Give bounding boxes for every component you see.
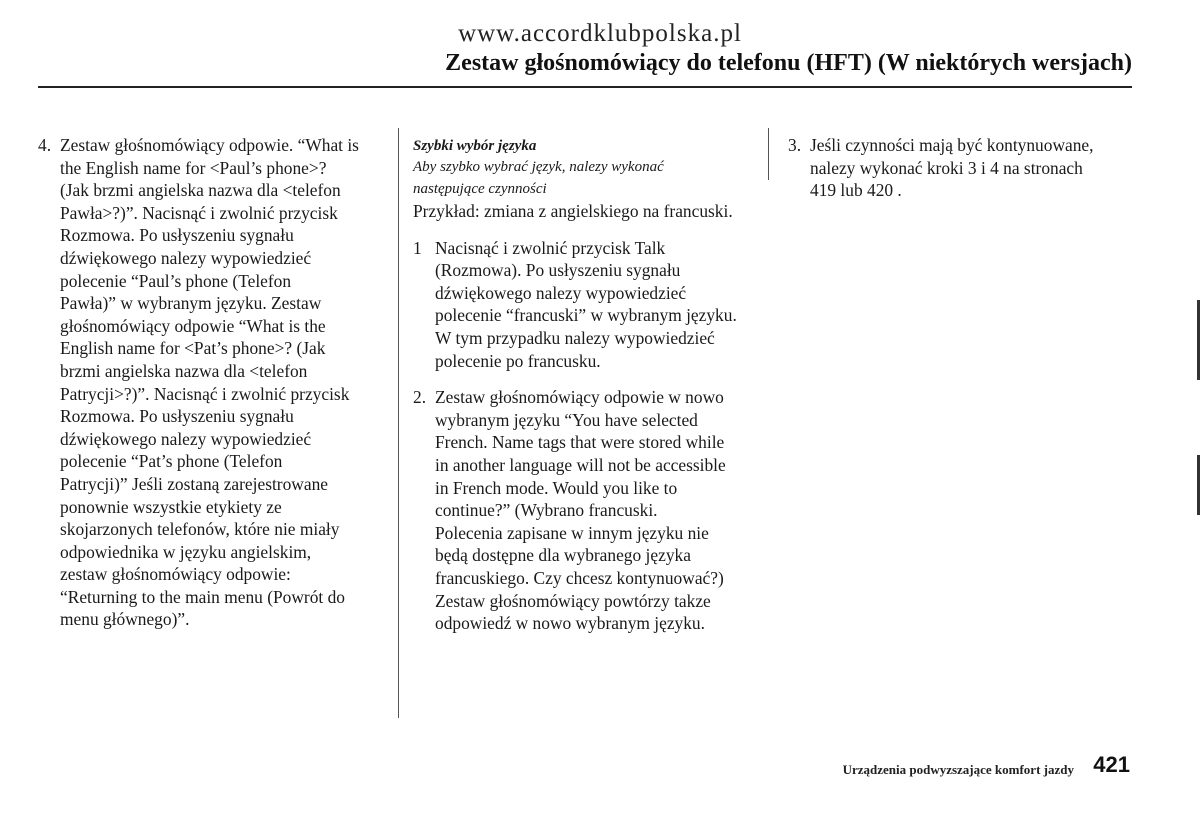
site-url: www.accordklubpolska.pl [458,20,742,47]
page-number: 421 [1093,752,1130,777]
step-4 [38,134,383,631]
step-number: 2. [413,387,427,408]
left-column [38,134,383,631]
step-1 [413,237,763,373]
step-number: 3. [788,135,802,155]
step-number: 1 [413,237,422,258]
section-example: Przykład: zmiana z angielskiego na francuski. [413,201,733,221]
step-text: Zestaw głośnomówiący odpowie w nowo wybranym języku “You have selected French. Name tags that were stored while in another language will not be accessible in French mode. Would you like to continue?” (Wybrano francuski. Polecenia zapisane w innym języku nie będą dostępne dla wybranego języka francuskiego. Czy chcesz kontynuować?) Zestaw głośnomówiący powtórzy takze odpowiedź w nowo wybranym języku. [435,387,726,634]
section-intro: Aby szybko wybrać język, nalezy wykonać następujące czynności [413,159,664,197]
right-column [788,134,1128,202]
section-title: Szybki wybór języka [413,138,537,154]
column-divider-left [398,128,399,718]
column-divider-right [768,128,769,180]
step-text: Jeśli czynności mają być kontynuowane, nalezy wykonać kroki 3 i 4 na stronach 419 lub 420 . [810,135,1094,201]
step-text: Nacisnąć i zwolnić przycisk Talk (Rozmowa). Po usłyszeniu sygnału dźwiękowego nalezy wypowiedzieć polecenie “francuski” w wybranym języku. W tym przypadku nalezy wypowiedzieć polecenie po francusku. [435,237,737,371]
footer-section-name: Urządzenia podwyzszające komfort jazdy [842,762,1074,777]
header-rule [38,86,1132,88]
middle-column [413,136,763,635]
step-number: 4. [38,135,52,155]
step-2 [413,386,763,635]
step-3 [788,134,1128,202]
step-text: Zestaw głośnomówiący odpowie. “What is the English name for <Paul’s phone>? (Jak brzmi angielska nazwa dla <telefon Pawła>?)”. Nacisnąć i zwolnić przycisk Rozmowa. Po usłyszeniu sygnału dźwiękowego nalezy wypowiedzieć polecenie “Paul’s phone (Telefon Pawła)” w wybranym języku. Zestaw głośnomówiący odpowie “What is the English name for <Pat’s phone>? (Jak brzmi angielska nazwa dla <telefon Patrycji>?)”. Nacisnąć i zwolnić przycisk Rozmowa. Po usłyszeniu sygnału dźwiękowego nalezy wypowiedzieć polecenie “Pat’s phone (Telefon Patrycji)” Jeśli zostaną zarejestrowane ponownie wszystkie etykiety ze skojarzonych telefonów, które nie miały odpowiednika w języku angielskim, zestaw głośnomówiący odpowie: “Returning to the main menu (Powrót do menu głównego)”. [60,135,359,630]
page-title: Zestaw głośnomówiący do telefonu (HFT) (W niektórych wersjach) [445,50,1132,76]
